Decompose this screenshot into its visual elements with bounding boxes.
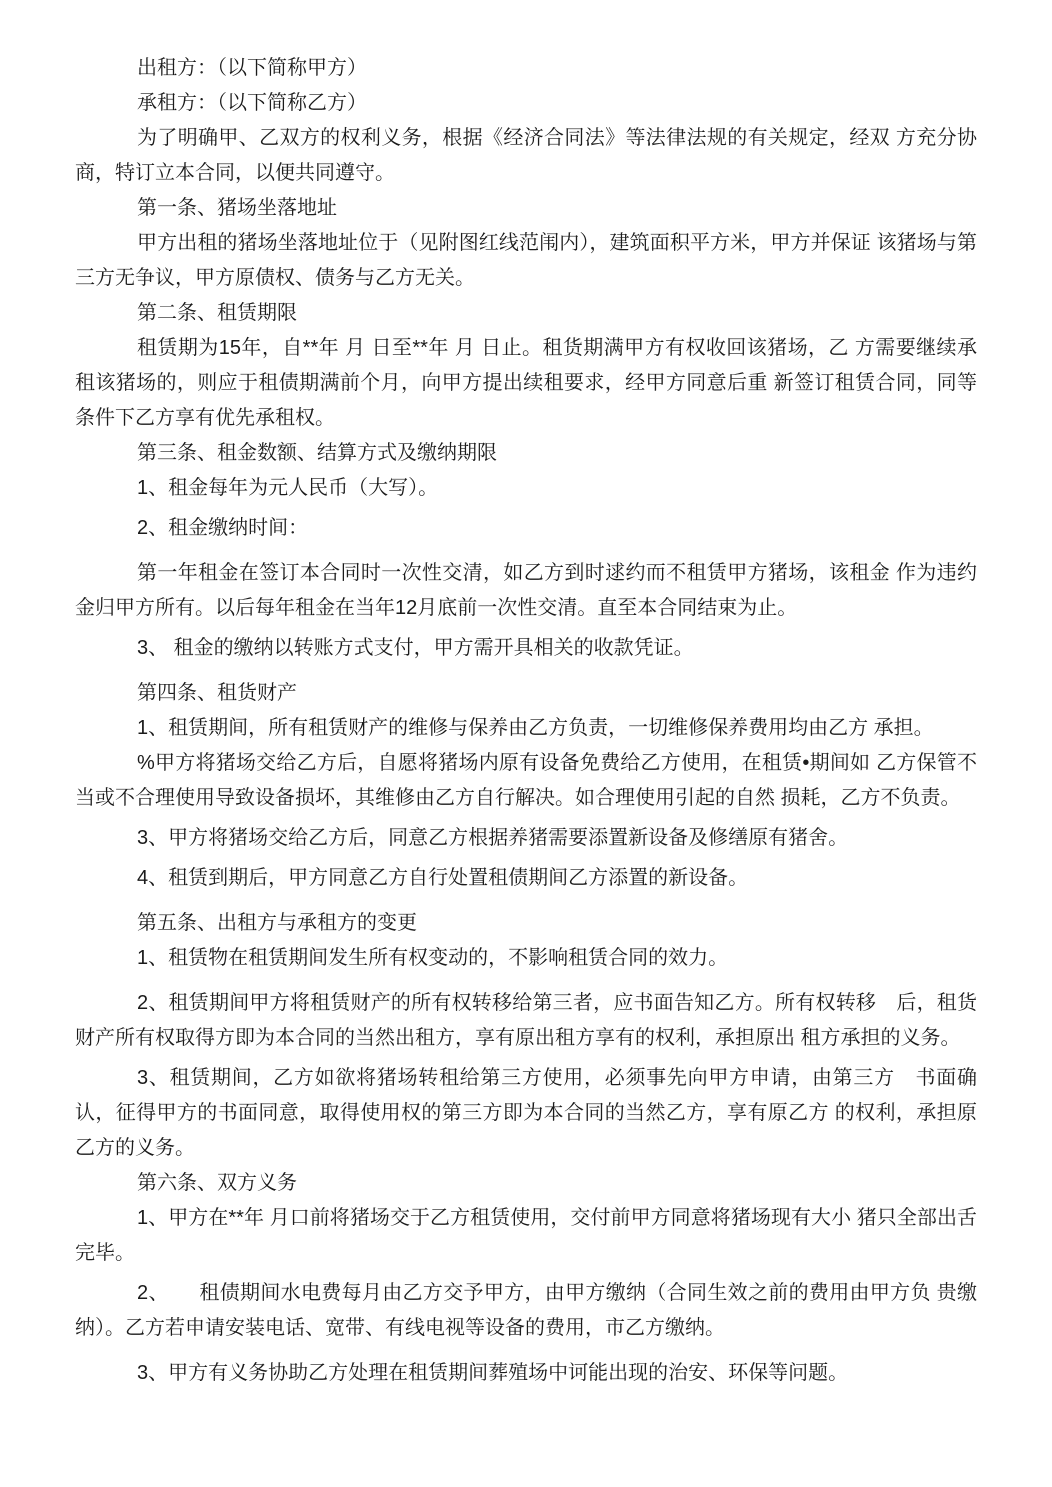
contract-paragraph: 租赁期为15年，自**年 月 日至**年 月 日止。租货期满甲方有权收回该猪场，乙 方需要继续承租该猪场的，则应于租债期满前个月，向甲方提出续租要求，经甲方同意后重 新签订租赁合同，同等条件下乙方享有优先承租权。 (75, 337, 977, 429)
party-lessee: 承租方：（以下简称乙方） (137, 92, 367, 114)
clause-heading: 第四条、租货财产 (137, 682, 297, 704)
contract-paragraph: %甲方将猪场交给乙方后，自愿将猪场内原有设备免费给乙方使用，在租赁•期间如 乙方保管不当或不合理使用导致设备损坏，其维修由乙方自行解决。如合理使用引起的自然 损耗，乙方不负责。 (75, 752, 977, 809)
contract-paragraph: 为了明确甲、乙双方的权利义务，根据《经济合同法》等法律法规的有关规定，经双 方充分协商，特订立本合同，以便共同遵守。 (75, 127, 977, 184)
contract-paragraph: 甲方出租的猪场坐落地址位于（见附图红线范闱内），建筑面积平方米，甲方并保证 该猪场与第三方无争议，甲方原债权、债务与乙方无关。 (75, 232, 977, 289)
contract-paragraph: 1、租赁期间，所有租赁财产的维修与保养由乙方负责，一切维修保养费用均由乙方 承担。 (137, 717, 934, 739)
clause-heading: 第五条、出租方与承租方的变更 (137, 912, 417, 934)
clause-heading: 第六条、双方义务 (137, 1172, 297, 1194)
clause-heading: 第三条、租金数额、结算方式及缴纳期限 (137, 442, 497, 464)
contract-paragraph: 1、甲方在**年 月口前将猪场交于乙方租赁使用，交付前甲方同意将猪场现有大小 猪只全部出舌完毕。 (75, 1207, 977, 1264)
clause-heading: 第一条、猪场坐落地址 (137, 197, 337, 219)
clause-heading: 第二条、租赁期限 (137, 302, 297, 324)
contract-paragraph: 3、甲方将猪场交给乙方后，同意乙方根据养猪需要添置新设备及修缮原有猪舍。 (137, 827, 849, 849)
contract-paragraph: 第一年租金在签订本合同时一次性交清，如乙方到时逑约而不租赁甲方猪场，该租金 作为违约金归甲方所有。以后每年租金在当年12月底前一次性交清。直至本合同结束为止。 (75, 562, 977, 619)
party-lessor: 出租方：（以下简称甲方） (137, 57, 367, 79)
contract-paragraph: 2、租赁期间甲方将租赁财产的所有权转移给第三者，应书面告知乙方。所有权转移 后，租货财产所有权取得方即为本合同的当然出租方，享有原出租方享有的权利，承担原出 租方承担的义务。 (75, 992, 977, 1049)
contract-paragraph: 2、 租债期间水电费每月由乙方交予甲方，由甲方缴纳（合同生效之前的费用由甲方负 贵缴纳）。乙方若申请安装电话、宽带、有线电视等设备的费用，市乙方缴纳。 (75, 1282, 977, 1339)
contract-paragraph: 1、租赁物在租赁期间发生所有权变动的，不影响租赁合同的效力。 (137, 947, 729, 969)
contract-paragraph: 3、甲方有义务协助乙方处理在租赁期间葬殖场中诃能出现的治安、环保等问题。 (137, 1362, 849, 1384)
contract-paragraph: 1、租金每年为元人民币（大写）。 (137, 477, 439, 499)
contract-paragraph: 2、租金缴纳时间： (137, 517, 309, 539)
contract-paragraph: 4、租赁到期后，甲方同意乙方自行处置租债期间乙方添置的新设备。 (137, 867, 749, 889)
contract-paragraph: 3、租赁期间，乙方如欲将猪场转租给第三方使用，必须事先向甲方申请，由第三方 书面确认，征得甲方的书面同意，取得使用权的第三方即为本合同的当然乙方，享有原乙方 的权利，承担原乙方的义务。 (75, 1067, 977, 1159)
contract-paragraph: 3、 租金的缴纳以转账方式支付，甲方需开具相关的收款凭证。 (137, 637, 694, 659)
